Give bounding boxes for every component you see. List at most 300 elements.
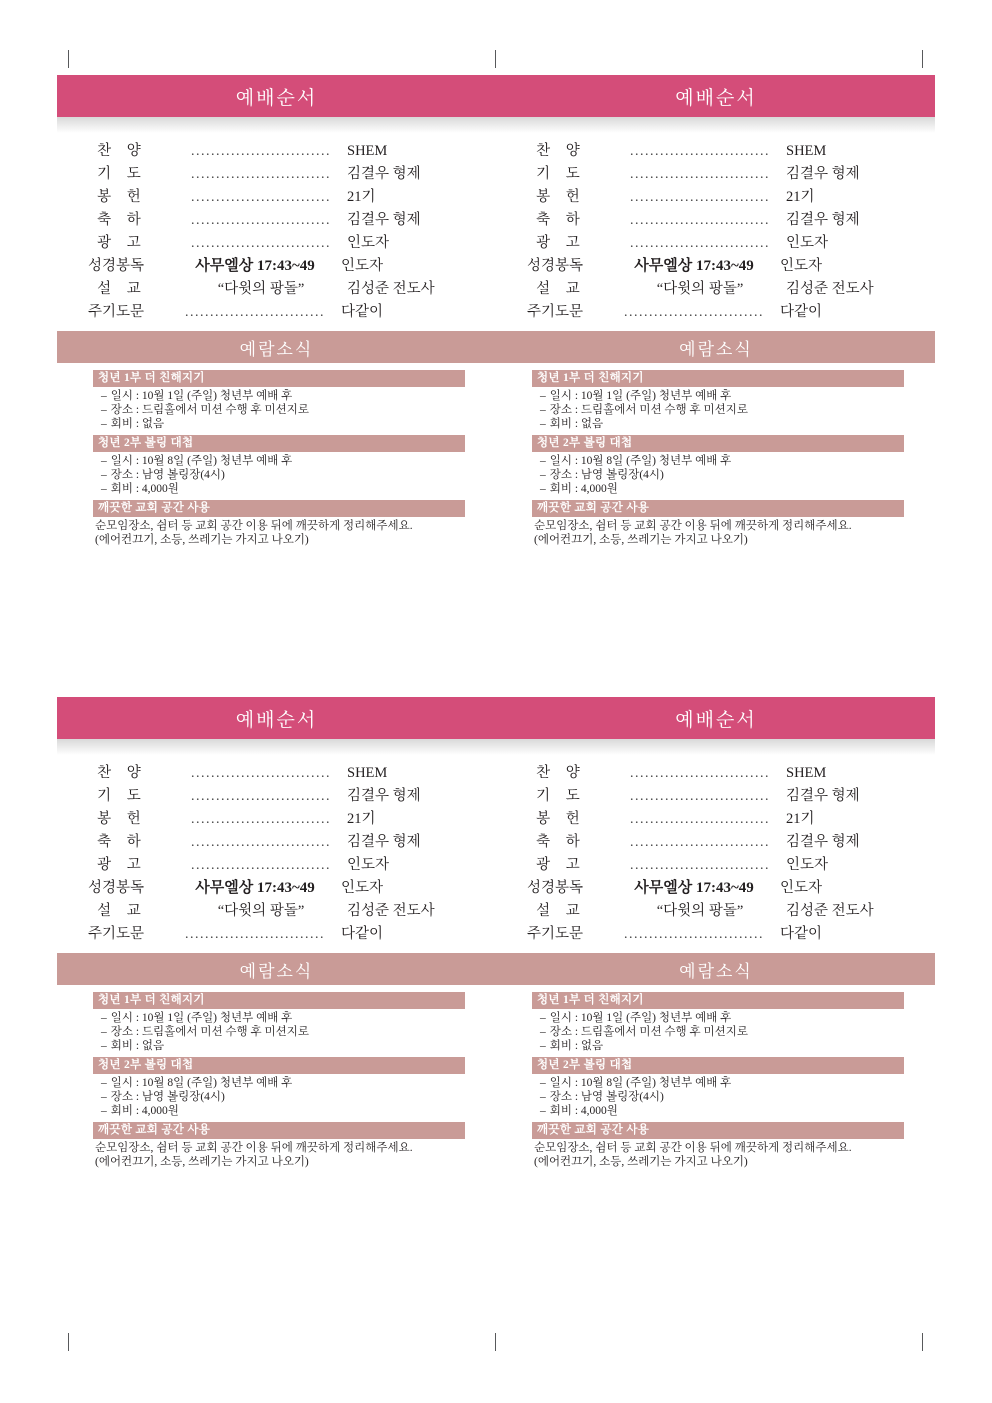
news-header: [496, 331, 935, 363]
notice-paragraph: 순모임장소, 쉼터 등 교회 공간 이용 뒤에 깨끗하게 정리해주세요.: [95, 520, 413, 532]
order-item-person: 다같이: [780, 304, 823, 320]
notice-title: 청년 2부 볼링 대첩: [532, 1057, 904, 1074]
order-item-detail: [181, 788, 341, 805]
order-item-label: 봉 헌: [97, 189, 147, 205]
service-order-row: [57, 922, 496, 945]
bullet-dash-icon: –: [540, 404, 546, 416]
crop-mark-top-center: [495, 50, 496, 68]
order-item-detail-text: ............................: [630, 835, 770, 850]
notice-paragraph: 순모임장소, 쉼터 등 교회 공간 이용 뒤에 깨끗하게 정리해주세요.: [534, 1142, 852, 1154]
order-item-detail-text: “다윗의 팡돌”: [217, 281, 305, 297]
header-gradient: [496, 739, 935, 755]
notice-detail-text: 일시 : 10월 1일 (주일) 청년부 예배 후: [110, 1012, 293, 1024]
service-order-title: 예배순서: [675, 87, 757, 109]
bullet-dash-icon: –: [101, 1091, 107, 1103]
order-item-detail-text: 사무엘상 17:43~49: [195, 880, 315, 896]
order-item-person: 인도자: [347, 235, 390, 251]
order-item-label: 주기도문: [526, 304, 584, 320]
notice-title: 청년 1부 더 친해지기: [532, 992, 904, 1009]
bullet-dash-icon: –: [540, 483, 546, 495]
notice-list: [496, 985, 935, 1169]
notice-detail-text: 일시 : 10월 1일 (주일) 청년부 예배 후: [110, 390, 293, 402]
notice-detail-text: 일시 : 10월 8일 (주일) 청년부 예배 후: [549, 455, 732, 467]
order-item-label: 기 도: [97, 166, 147, 182]
order-item-label: 기 도: [536, 788, 586, 804]
service-order-row: [57, 899, 496, 922]
notice-detail-line: [532, 1104, 935, 1118]
order-item-detail: [620, 277, 780, 298]
notice-detail-text: 회비 : 4,000원: [549, 483, 618, 495]
bullet-dash-icon: –: [540, 1077, 546, 1089]
notice-detail-line: [93, 389, 496, 403]
notice-title: 깨끗한 교회 공간 사용: [93, 500, 465, 517]
notice-block: [532, 1057, 935, 1118]
bullet-dash-icon: –: [540, 1026, 546, 1038]
notice-block: [93, 1057, 496, 1118]
order-item-detail: [620, 811, 780, 828]
service-order-header: [57, 75, 496, 117]
notice-detail-line: [532, 468, 935, 482]
notice-paragraph: (에어컨끄기, 소등, 쓰레기는 가지고 나오기): [95, 1156, 309, 1168]
order-item-detail-text: ............................: [185, 927, 325, 942]
notice-detail-text: 회비 : 없음: [110, 1040, 165, 1052]
order-item-person: 인도자: [341, 880, 384, 896]
notice-detail-line: [93, 403, 496, 417]
notice-paragraph: 순모임장소, 쉼터 등 교회 공간 이용 뒤에 깨끗하게 정리해주세요.: [534, 520, 852, 532]
bulletin-sheet: [57, 697, 935, 1173]
notice-detail-text: 일시 : 10월 8일 (주일) 청년부 예배 후: [110, 455, 293, 467]
service-order-title: 예배순서: [675, 709, 757, 731]
service-order-list: [57, 133, 496, 323]
notice-block: [532, 992, 935, 1053]
bullet-dash-icon: –: [540, 1091, 546, 1103]
bullet-dash-icon: –: [101, 390, 107, 402]
notice-block: [532, 370, 935, 431]
order-item-label: 찬 양: [536, 143, 586, 159]
order-item-label: 축 하: [97, 212, 147, 228]
notice-detail-text: 일시 : 10월 8일 (주일) 청년부 예배 후: [110, 1077, 293, 1089]
bullet-dash-icon: –: [540, 469, 546, 481]
order-item-label: 주기도문: [526, 926, 584, 942]
order-item-detail-text: ............................: [630, 213, 770, 228]
notice-detail-line: [532, 1011, 935, 1025]
order-item-label: 축 하: [536, 212, 586, 228]
order-item-label: 주기도문: [87, 304, 145, 320]
notice-block: [93, 992, 496, 1053]
service-order-list: [496, 133, 935, 323]
order-item-detail: [175, 926, 335, 943]
order-item-detail: [620, 788, 780, 805]
crop-mark-bottom-left: [68, 1333, 69, 1351]
notice-detail-line: [532, 1076, 935, 1090]
notice-block: [93, 435, 496, 496]
order-item-detail: [181, 834, 341, 851]
order-item-detail: [620, 765, 780, 782]
order-item-detail-text: ............................: [191, 789, 331, 804]
order-item-label: 찬 양: [97, 765, 147, 781]
service-order-row: [496, 277, 935, 300]
bullet-dash-icon: –: [101, 1012, 107, 1024]
notice-detail-line: [93, 1039, 496, 1053]
order-item-detail: [620, 166, 780, 183]
order-item-detail-text: ............................: [630, 812, 770, 827]
service-order-row: [496, 300, 935, 323]
notice-detail-line: [93, 1104, 496, 1118]
service-order-row: [57, 231, 496, 254]
bulletin-panel: [57, 75, 496, 551]
crop-mark-bottom-right: [922, 1333, 923, 1351]
order-item-detail-text: ............................: [630, 190, 770, 205]
service-order-row: [57, 830, 496, 853]
service-order-row: [57, 162, 496, 185]
order-item-detail: [614, 926, 774, 943]
order-item-label: 설 교: [97, 903, 147, 919]
order-item-detail: [620, 834, 780, 851]
order-item-detail: [620, 857, 780, 874]
order-item-detail-text: ............................: [191, 190, 331, 205]
bullet-dash-icon: –: [101, 418, 107, 430]
notice-detail-line: [93, 1090, 496, 1104]
order-item-detail-text: ............................: [185, 305, 325, 320]
order-item-label: 성경봉독: [87, 880, 145, 896]
notice-detail-line: [532, 403, 935, 417]
order-item-detail-text: ............................: [191, 766, 331, 781]
notice-detail-text: 일시 : 10월 1일 (주일) 청년부 예배 후: [549, 390, 732, 402]
notice-title: 청년 1부 더 친해지기: [93, 370, 465, 387]
notice-detail-text: 회비 : 4,000원: [110, 1105, 179, 1117]
header-gradient: [57, 117, 496, 133]
order-item-detail-text: 사무엘상 17:43~49: [195, 258, 315, 274]
service-order-row: [496, 922, 935, 945]
notice-block: [93, 1122, 496, 1169]
bullet-dash-icon: –: [101, 1077, 107, 1089]
notice-detail-text: 장소 : 남영 볼링장(4시): [549, 1091, 664, 1103]
order-item-detail: [181, 899, 341, 920]
notice-detail-text: 장소 : 남영 볼링장(4시): [110, 469, 225, 481]
order-item-detail: [620, 235, 780, 252]
notice-block: [532, 1122, 935, 1169]
news-header: [57, 331, 496, 363]
order-item-detail: [181, 166, 341, 183]
order-item-detail: [620, 189, 780, 206]
order-item-person: 김성준 전도사: [786, 281, 874, 297]
order-item-label: 성경봉독: [526, 258, 584, 274]
service-order-row: [496, 899, 935, 922]
order-item-person: 인도자: [786, 235, 829, 251]
bullet-dash-icon: –: [101, 1026, 107, 1038]
order-item-person: 김성준 전도사: [347, 281, 435, 297]
order-item-label: 광 고: [536, 235, 586, 251]
notice-detail-line: [93, 454, 496, 468]
service-order-row: [496, 162, 935, 185]
notice-detail-text: 회비 : 없음: [549, 1040, 604, 1052]
order-item-person: 김결우 형제: [347, 212, 421, 228]
order-item-person: 김결우 형제: [786, 212, 860, 228]
service-order-row: [496, 254, 935, 277]
order-item-person: 김결우 형제: [347, 834, 421, 850]
order-item-label: 찬 양: [97, 143, 147, 159]
panel-columns: [57, 697, 935, 1173]
order-item-detail-text: ............................: [624, 927, 764, 942]
notice-detail-line: [93, 417, 496, 431]
order-item-person: SHEM: [786, 765, 827, 781]
order-item-person: 김성준 전도사: [347, 903, 435, 919]
notice-detail-line: [532, 389, 935, 403]
order-item-detail-text: 사무엘상 17:43~49: [634, 880, 754, 896]
bulletin-panel: [496, 697, 935, 1173]
notice-list: [57, 985, 496, 1169]
notice-detail-line: [532, 417, 935, 431]
bullet-dash-icon: –: [101, 469, 107, 481]
bullet-dash-icon: –: [101, 1040, 107, 1052]
service-order-title: 예배순서: [235, 87, 318, 109]
order-item-person: 김결우 형제: [347, 788, 421, 804]
notice-detail-text: 장소 : 남영 볼링장(4시): [549, 469, 664, 481]
bullet-dash-icon: –: [540, 1012, 546, 1024]
service-order-row: [496, 231, 935, 254]
bullet-dash-icon: –: [540, 390, 546, 402]
order-item-detail: [614, 876, 774, 897]
news-title: 예람소식: [679, 339, 753, 359]
notice-detail-line: [93, 468, 496, 482]
crop-mark-top-left: [68, 50, 69, 68]
service-order-row: [57, 300, 496, 323]
notice-detail-line: [532, 1039, 935, 1053]
news-header: [496, 953, 935, 985]
service-order-row: [57, 208, 496, 231]
order-item-detail: [181, 277, 341, 298]
order-item-label: 기 도: [536, 166, 586, 182]
service-order-title: 예배순서: [235, 709, 318, 731]
order-item-person: 김성준 전도사: [786, 903, 874, 919]
notice-block: [93, 500, 496, 547]
order-item-person: 21기: [786, 811, 815, 827]
notice-detail-text: 일시 : 10월 1일 (주일) 청년부 예배 후: [549, 1012, 732, 1024]
order-item-detail-text: ............................: [191, 835, 331, 850]
order-item-person: SHEM: [347, 143, 388, 159]
order-item-person: 인도자: [347, 857, 390, 873]
order-item-label: 설 교: [536, 903, 586, 919]
notice-paragraph: (에어컨끄기, 소등, 쓰레기는 가지고 나오기): [95, 534, 309, 546]
order-item-label: 봉 헌: [536, 811, 586, 827]
service-order-row: [57, 807, 496, 830]
order-item-detail: [175, 304, 335, 321]
bullet-dash-icon: –: [540, 418, 546, 430]
order-item-person: 김결우 형제: [786, 834, 860, 850]
order-item-person: SHEM: [786, 143, 827, 159]
order-item-detail: [181, 143, 341, 160]
order-item-detail-text: ............................: [624, 305, 764, 320]
order-item-label: 광 고: [97, 235, 147, 251]
order-item-person: 인도자: [780, 880, 823, 896]
service-order-row: [57, 784, 496, 807]
order-item-detail: [620, 212, 780, 229]
order-item-person: 김결우 형제: [786, 788, 860, 804]
order-item-detail-text: ............................: [630, 167, 770, 182]
order-item-detail-text: ............................: [191, 858, 331, 873]
service-order-row: [57, 254, 496, 277]
service-order-header: [496, 697, 935, 739]
crop-mark-bottom-center: [495, 1333, 496, 1351]
notice-paragraph: (에어컨끄기, 소등, 쓰레기는 가지고 나오기): [534, 534, 748, 546]
order-item-person: 21기: [347, 189, 376, 205]
order-item-label: 설 교: [97, 281, 147, 297]
order-item-person: 김결우 형제: [786, 166, 860, 182]
service-order-row: [496, 830, 935, 853]
notice-title: 청년 2부 볼링 대첩: [532, 435, 904, 452]
bulletin-panel: [57, 697, 496, 1173]
bullet-dash-icon: –: [540, 1105, 546, 1117]
order-item-person: 인도자: [786, 857, 829, 873]
order-item-detail-text: “다윗의 팡돌”: [217, 903, 305, 919]
header-gradient: [57, 739, 496, 755]
notice-title: 청년 2부 볼링 대첩: [93, 1057, 465, 1074]
notice-detail-text: 회비 : 없음: [110, 418, 165, 430]
notice-detail-line: [93, 1025, 496, 1039]
notice-paragraph: 순모임장소, 쉼터 등 교회 공간 이용 뒤에 깨끗하게 정리해주세요.: [95, 1142, 413, 1154]
notice-list: [57, 363, 496, 547]
order-item-label: 찬 양: [536, 765, 586, 781]
service-order-list: [57, 755, 496, 945]
order-item-detail-text: ............................: [191, 144, 331, 159]
bullet-dash-icon: –: [101, 1105, 107, 1117]
notice-detail-line: [532, 454, 935, 468]
order-item-detail-text: ............................: [630, 858, 770, 873]
service-order-row: [57, 876, 496, 899]
notice-detail-line: [532, 1090, 935, 1104]
header-gradient: [496, 117, 935, 133]
order-item-detail-text: ............................: [191, 236, 331, 251]
notice-detail-line: [532, 482, 935, 496]
bullet-dash-icon: –: [101, 404, 107, 416]
notice-title: 깨끗한 교회 공간 사용: [93, 1122, 465, 1139]
order-item-label: 성경봉독: [526, 880, 584, 896]
notice-title: 청년 1부 더 친해지기: [532, 370, 904, 387]
notice-detail-line: [93, 482, 496, 496]
bullet-dash-icon: –: [540, 1040, 546, 1052]
order-item-detail-text: ............................: [191, 812, 331, 827]
notice-block: [532, 435, 935, 496]
notice-list: [496, 363, 935, 547]
service-order-row: [57, 185, 496, 208]
order-item-detail: [181, 857, 341, 874]
service-order-header: [496, 75, 935, 117]
bullet-dash-icon: –: [101, 483, 107, 495]
order-item-detail-text: ............................: [630, 789, 770, 804]
service-order-row: [57, 277, 496, 300]
notice-detail-text: 회비 : 4,000원: [549, 1105, 618, 1117]
order-item-person: 다같이: [341, 926, 384, 942]
notice-title: 청년 1부 더 친해지기: [93, 992, 465, 1009]
order-item-label: 성경봉독: [87, 258, 145, 274]
order-item-person: SHEM: [347, 765, 388, 781]
news-header: [57, 953, 496, 985]
order-item-detail: [175, 254, 335, 275]
order-item-label: 축 하: [536, 834, 586, 850]
service-order-row: [496, 807, 935, 830]
order-item-detail-text: 사무엘상 17:43~49: [634, 258, 754, 274]
notice-block: [93, 370, 496, 431]
order-item-detail: [614, 304, 774, 321]
notice-detail-text: 장소 : 드림홀에서 미션 수행 후 미션지로: [549, 404, 748, 416]
service-order-row: [496, 784, 935, 807]
order-item-person: 다같이: [780, 926, 823, 942]
notice-paragraph: (에어컨끄기, 소등, 쓰레기는 가지고 나오기): [534, 1156, 748, 1168]
order-item-person: 김결우 형제: [347, 166, 421, 182]
order-item-person: 21기: [786, 189, 815, 205]
service-order-row: [57, 139, 496, 162]
order-item-person: 인도자: [341, 258, 384, 274]
order-item-label: 주기도문: [87, 926, 145, 942]
crop-mark-top-right: [922, 50, 923, 68]
bullet-dash-icon: –: [540, 455, 546, 467]
bulletin-sheet: [57, 75, 935, 551]
news-title: 예람소식: [239, 961, 314, 981]
service-order-row: [496, 761, 935, 784]
order-item-label: 기 도: [97, 788, 147, 804]
service-order-row: [496, 208, 935, 231]
order-item-detail: [181, 765, 341, 782]
news-title: 예람소식: [679, 961, 753, 981]
order-item-detail: [620, 899, 780, 920]
order-item-detail: [181, 235, 341, 252]
notice-detail-line: [93, 1076, 496, 1090]
order-item-detail-text: ............................: [191, 213, 331, 228]
notice-block: [532, 500, 935, 547]
notice-detail-text: 일시 : 10월 8일 (주일) 청년부 예배 후: [549, 1077, 732, 1089]
notice-detail-line: [532, 1025, 935, 1039]
service-order-row: [496, 876, 935, 899]
order-item-person: 인도자: [780, 258, 823, 274]
order-item-label: 봉 헌: [536, 189, 586, 205]
service-order-row: [57, 853, 496, 876]
order-item-detail-text: “다윗의 팡돌”: [656, 281, 744, 297]
notice-title: 깨끗한 교회 공간 사용: [532, 500, 904, 517]
service-order-row: [57, 761, 496, 784]
order-item-detail: [614, 254, 774, 275]
order-item-detail-text: “다윗의 팡돌”: [656, 903, 744, 919]
notice-detail-text: 장소 : 드림홀에서 미션 수행 후 미션지로: [110, 404, 309, 416]
notice-detail-text: 회비 : 4,000원: [110, 483, 179, 495]
order-item-detail: [181, 212, 341, 229]
notice-detail-text: 장소 : 드림홀에서 미션 수행 후 미션지로: [110, 1026, 309, 1038]
order-item-detail: [181, 811, 341, 828]
order-item-detail-text: ............................: [630, 766, 770, 781]
order-item-label: 봉 헌: [97, 811, 147, 827]
notice-title: 깨끗한 교회 공간 사용: [532, 1122, 904, 1139]
order-item-detail: [175, 876, 335, 897]
notice-detail-line: [93, 1011, 496, 1025]
news-title: 예람소식: [239, 339, 314, 359]
order-item-detail-text: ............................: [191, 167, 331, 182]
order-item-detail: [620, 143, 780, 160]
notice-detail-text: 회비 : 없음: [549, 418, 604, 430]
service-order-row: [496, 185, 935, 208]
notice-detail-text: 장소 : 드림홀에서 미션 수행 후 미션지로: [549, 1026, 748, 1038]
panel-columns: [57, 75, 935, 551]
service-order-row: [496, 139, 935, 162]
order-item-label: 광 고: [97, 857, 147, 873]
order-item-label: 광 고: [536, 857, 586, 873]
notice-title: 청년 2부 볼링 대첩: [93, 435, 465, 452]
order-item-detail: [181, 189, 341, 206]
order-item-label: 설 교: [536, 281, 586, 297]
service-order-row: [496, 853, 935, 876]
service-order-header: [57, 697, 496, 739]
bulletin-panel: [496, 75, 935, 551]
order-item-person: 21기: [347, 811, 376, 827]
bullet-dash-icon: –: [101, 455, 107, 467]
